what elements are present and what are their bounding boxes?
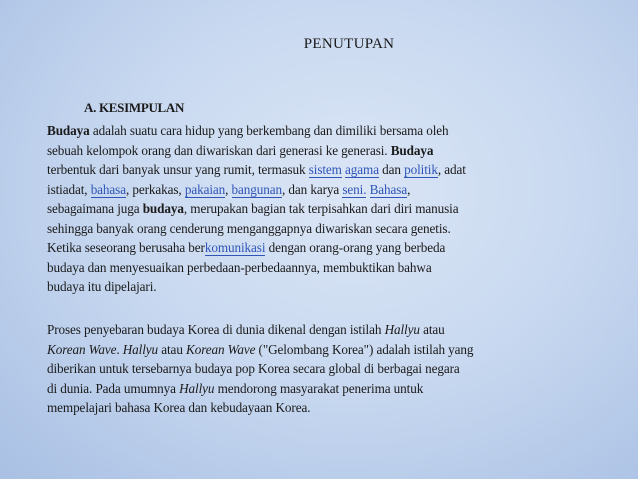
link-politik[interactable]: politik (404, 162, 438, 177)
text-line: budaya dan menyesuaikan perbedaan-perbedaannya, membuktikan bahwa (47, 259, 432, 275)
text: terbentuk dari banyak unsur yang rumit, termasuk (47, 162, 309, 177)
bold-term: budaya (142, 201, 184, 216)
section-heading: A. KESIMPULAN (84, 100, 185, 115)
text: atau (158, 341, 187, 357)
slide-title: PENUTUPAN (303, 36, 395, 52)
paragraph-culture (47, 121, 607, 297)
link-bahasa[interactable]: bahasa (90, 181, 126, 197)
text: , dan karya (282, 181, 343, 197)
text: , (407, 181, 411, 197)
text-line: sehingga banyak orang cenderung menganggapnya diwariskan secara genetis. (47, 220, 451, 236)
italic-term: Hallyu (122, 341, 159, 357)
bold-term: Budaya (390, 142, 434, 158)
text: di dunia. Pada umumnya (47, 380, 180, 396)
text: ("Gelombang Korea") adalah istilah yang (255, 341, 474, 357)
link-pakaian[interactable]: pakaian (184, 181, 226, 197)
text: Ketika seseorang berusaha ber (47, 240, 205, 255)
text: , adat (437, 162, 466, 177)
italic-term: Korean Wave (186, 341, 256, 357)
text-line (47, 121, 607, 141)
text: , (225, 181, 232, 197)
text: dan (378, 162, 405, 177)
text: dengan orang-orang yang berbeda (265, 240, 446, 255)
text: adalah suatu cara hidup yang berkembang dan dimiliki bersama oleh (89, 123, 449, 138)
bold-term: Budaya (47, 123, 90, 138)
text-line (47, 141, 607, 161)
text: Proses penyebaran budaya Korea di dunia dikenal dengan istilah (47, 322, 385, 337)
paragraph-hallyu (47, 320, 607, 418)
text: , merupakan bagian tak terpisahkan dari diri manusia (183, 201, 459, 216)
link-bangunan[interactable]: bangunan (231, 181, 283, 197)
link-bahasa-2[interactable]: Bahasa (369, 181, 408, 197)
text-line: budaya itu dipelajari. (47, 279, 157, 294)
text-line (47, 199, 607, 219)
text: , perkakas, (125, 181, 185, 197)
text: istiadat, (47, 181, 91, 197)
text: mendorong masyarakat penerima untuk (214, 380, 424, 396)
text-line (47, 180, 607, 200)
text: . (116, 341, 123, 357)
italic-term: Hallyu (384, 322, 420, 337)
link-komunikasi[interactable]: komunikasi (204, 240, 266, 255)
text-line (47, 238, 607, 258)
link-seni[interactable]: seni. (342, 181, 367, 197)
text: atau (419, 322, 445, 337)
text-line (47, 340, 607, 360)
text: sebuah kelompok orang dan diwariskan dari generasi ke generasi. (47, 142, 391, 158)
link-sistem[interactable]: sistem (308, 162, 342, 177)
text: sebagaimana juga (47, 201, 143, 216)
text-line (47, 320, 607, 340)
text-line: diberikan untuk tersebarnya budaya pop Korea secara global di berbagai negara (47, 361, 460, 376)
text-line: mempelajari bahasa Korea dan kebudayaan Korea. (47, 400, 311, 415)
text-line (47, 379, 607, 399)
italic-term: Korean Wave (47, 341, 117, 357)
text-line (47, 160, 607, 180)
link-agama[interactable]: agama (345, 162, 379, 177)
italic-term: Hallyu (179, 380, 215, 396)
